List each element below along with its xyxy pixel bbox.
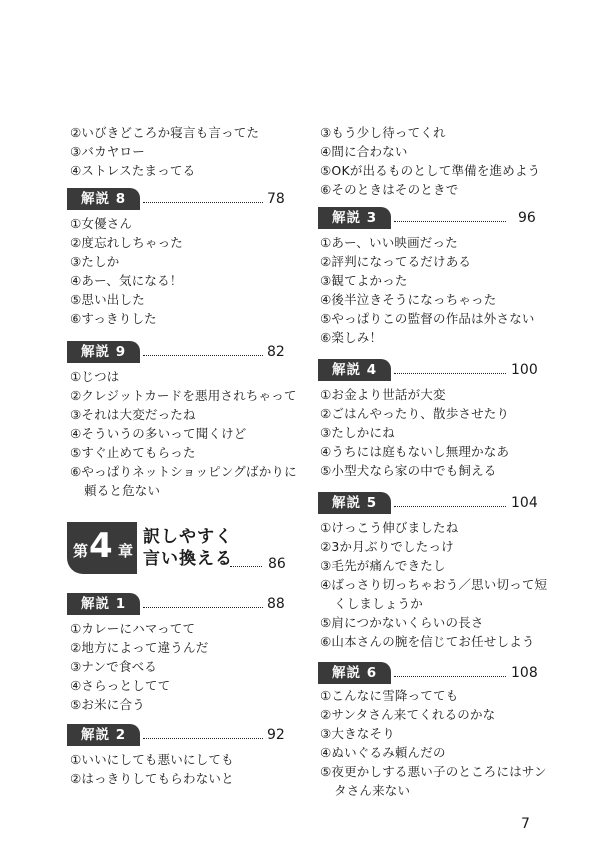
section-badge: 解説 8 [67, 188, 140, 210]
chapter-number: 4 [89, 526, 113, 566]
section-header-kaisetsu-8[interactable] [67, 188, 287, 210]
chapter-badge[interactable] [67, 522, 137, 574]
section-badge: 解説 3 [318, 207, 391, 229]
list-item: ③ナンで食べる [70, 659, 157, 674]
dot-leader [230, 566, 262, 567]
page-number: 104 [511, 495, 538, 511]
list-item: ④うちには庭もないし無理かなあ [320, 444, 510, 459]
dot-leader [143, 738, 263, 739]
list-item: ①いいにしても悪いにしても [70, 752, 234, 767]
list-item: ④そういうの多いって聞くけど [70, 426, 247, 441]
page-number: 92 [267, 727, 285, 743]
list-item: ④ぬいぐるみ頼んだの [320, 745, 446, 760]
list-item: ⑥楽しみ！ [320, 330, 383, 345]
list-item-line: くしましょうか [334, 596, 423, 611]
list-item: ②評判になってるだけある [320, 254, 472, 269]
section-badge: 解説 9 [67, 341, 140, 363]
list-item: ⑥山本さんの腕を信じてお任せしよう [320, 634, 535, 649]
list-item: ⑥すっきりした [70, 311, 157, 326]
list-item: ⑤やっぱりこの監督の作品は外さない [320, 311, 535, 326]
list-item [320, 575, 547, 613]
page-number: 100 [511, 362, 538, 378]
list-item: ⑤お米に合う [70, 697, 145, 712]
dot-leader [394, 676, 506, 677]
page-number: 108 [511, 665, 538, 681]
section-header-kaisetsu-5[interactable] [318, 492, 540, 514]
list-item: ①カレーにハマってて [70, 621, 196, 636]
list-item [70, 462, 297, 500]
list-item: ⑤思い出した [70, 292, 145, 307]
section-header-kaisetsu-1[interactable] [67, 593, 287, 615]
list-item [320, 762, 547, 800]
chapter-title-line: 訳しやすく [143, 527, 233, 547]
list-item: ②はっきりしてもらわないと [70, 771, 234, 786]
list-item: ②3か月ぶりでしたっけ [320, 539, 454, 554]
list-item: ③バカヤロー [70, 144, 145, 159]
list-item: ②ごはんやったり、散歩させたり [320, 406, 510, 421]
list-item-line: ⑥やっぱりネットショッピングばかりに [70, 464, 297, 479]
section-header-kaisetsu-2[interactable] [67, 724, 287, 746]
list-item: ②いびきどころか寝言も言ってた [70, 125, 260, 140]
list-item: ②地方によって違うんだ [70, 640, 209, 655]
list-item: ⑤小型犬なら家の中でも飼える [320, 463, 497, 478]
list-item: ③それは大変だったね [70, 407, 196, 422]
list-item: ④ストレスたまってる [70, 163, 196, 178]
list-item: ①女優さん [70, 216, 133, 231]
dot-leader [394, 221, 506, 222]
list-item: ①お金より世話が大変 [320, 387, 446, 402]
folio-page-number: 7 [521, 816, 530, 832]
list-item: ②度忘れしちゃった [70, 235, 184, 250]
section-badge: 解説 5 [318, 492, 391, 514]
list-item: ④後半泣きそうになっちゃった [320, 292, 497, 307]
section-header-kaisetsu-9[interactable] [67, 341, 287, 363]
dot-leader [394, 373, 506, 374]
list-item-line: タさん来ない [334, 783, 411, 798]
list-item: ⑤OKが出るものとして準備を進めよう [320, 163, 541, 178]
chapter-title-line: 言い換える [143, 549, 233, 569]
page-number: 96 [518, 210, 536, 226]
list-item: ③たしか [70, 254, 120, 269]
list-item: ⑤すぐ止めてもらった [70, 445, 196, 460]
list-item: ③大きなそり [320, 726, 395, 741]
section-badge: 解説 2 [67, 724, 140, 746]
page-number: 88 [267, 596, 285, 612]
list-item: ①じつは [70, 369, 120, 384]
section-header-kaisetsu-4[interactable] [318, 359, 540, 381]
list-item: ②サンタさん来てくれるのかな [320, 707, 496, 722]
section-badge: 解説 4 [318, 359, 391, 381]
list-item: ④間に合わない [320, 144, 408, 159]
list-item: ③毛先が痛んできたし [320, 558, 446, 573]
list-item: ①けっこう伸びましたね [320, 520, 459, 535]
section-badge: 解説 6 [318, 662, 391, 684]
list-item: ⑤肩につかないくらいの長さ [320, 615, 484, 630]
dot-leader [394, 506, 506, 507]
list-item-line: 頼ると危ない [84, 483, 161, 498]
dot-leader [143, 355, 263, 356]
page-number: 78 [267, 191, 285, 207]
list-item: ⑥そのときはそのときで [320, 182, 459, 197]
list-item: ④あー、気になる！ [70, 273, 183, 288]
list-item-line: ⑤夜更かしする悪い子のところにはサン [320, 764, 547, 779]
list-item: ①こんなに雪降ってても [320, 688, 459, 703]
section-badge: 解説 1 [67, 593, 140, 615]
list-item: ④さらっとしてて [70, 678, 171, 693]
section-header-kaisetsu-3[interactable] [318, 207, 540, 229]
list-item: ②クレジットカードを悪用されちゃって [70, 388, 297, 403]
list-item: ③観てよかった [320, 273, 408, 288]
page-number: 86 [268, 556, 286, 572]
list-item: ③もう少し待ってくれ [320, 125, 446, 140]
section-header-kaisetsu-6[interactable] [318, 662, 540, 684]
list-item-line: ④ばっさり切っちゃおう／思い切って短 [320, 577, 548, 592]
list-item: ①あー、いい映画だった [320, 235, 458, 250]
chapter-suffix: 章 [118, 542, 134, 560]
page-number: 82 [267, 344, 285, 360]
chapter-prefix: 第 [73, 542, 89, 560]
dot-leader [143, 202, 263, 203]
dot-leader [143, 607, 263, 608]
list-item: ③たしかにね [320, 425, 395, 440]
